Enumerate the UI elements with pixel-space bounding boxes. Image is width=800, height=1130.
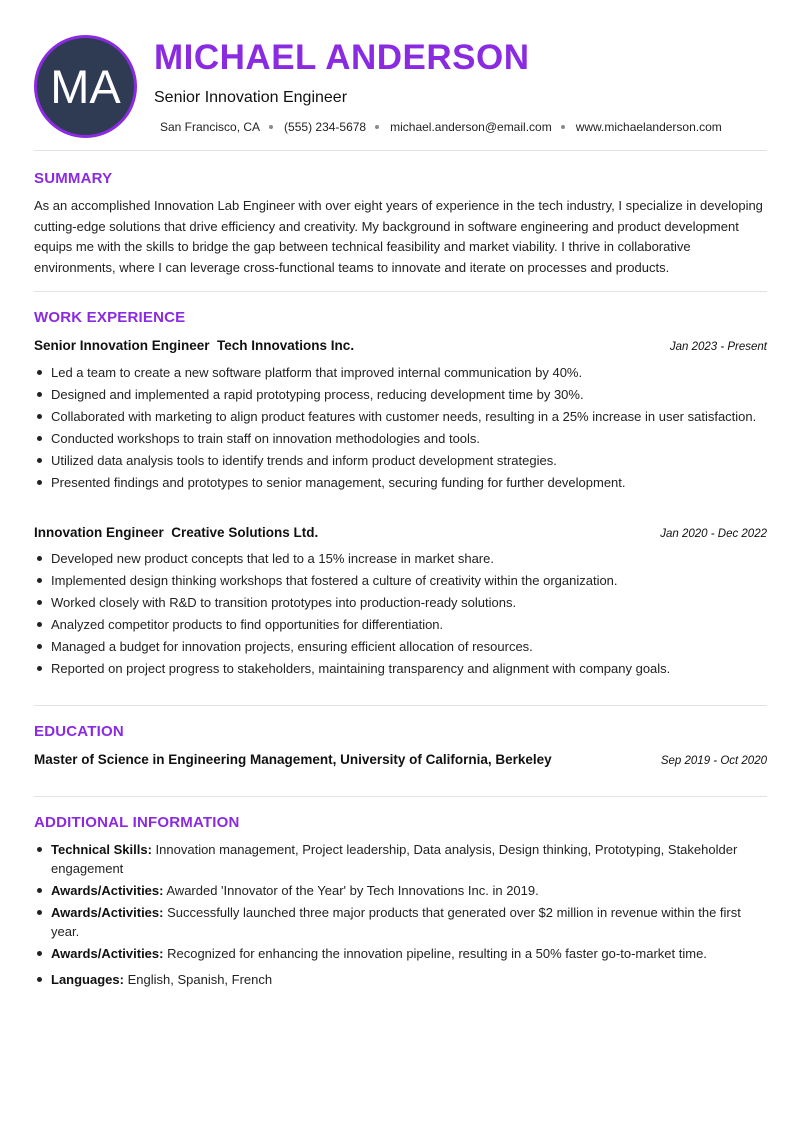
- job-title-line: [34, 525, 318, 540]
- contact-separator: [269, 125, 273, 129]
- info-label: Awards/Activities:: [51, 905, 164, 920]
- education-degree: Master of Science in Engineering Management, University of California, Berkeley: [34, 752, 552, 767]
- contact-location: San Francisco, CA: [160, 120, 261, 134]
- list-item: [34, 903, 769, 941]
- list-item: Utilized data analysis tools to identify trends and inform product development strategies.: [34, 451, 769, 470]
- list-item: Analyzed competitor products to find opportunities for differentiation.: [34, 615, 769, 634]
- list-item: [34, 970, 769, 989]
- avatar: [34, 35, 137, 138]
- list-item: [34, 840, 769, 878]
- contact-separator: [561, 125, 565, 129]
- list-item: Developed new product concepts that led to a 15% increase in market share.: [34, 549, 769, 568]
- section-divider: [34, 796, 767, 797]
- contact-line: [160, 120, 722, 134]
- list-item: Collaborated with marketing to align product features with customer needs, resulting in a 25% increase in user satisfaction.: [34, 407, 769, 426]
- job-company: Creative Solutions Ltd.: [171, 525, 319, 540]
- job-header: [34, 525, 767, 540]
- info-label: Languages:: [51, 972, 124, 987]
- avatar-initials: MA: [50, 60, 121, 113]
- list-item: Led a team to create a new software platform that improved internal communication by 40%.: [34, 363, 769, 382]
- list-item: Managed a budget for innovation projects, ensuring efficient allocation of resources.: [34, 637, 769, 656]
- experience-heading: WORK EXPERIENCE: [34, 309, 186, 326]
- job-bullets: [34, 549, 769, 681]
- job-role: Senior Innovation Engineer: [34, 338, 210, 353]
- section-divider: [34, 705, 767, 706]
- additional-heading: ADDITIONAL INFORMATION: [34, 814, 240, 831]
- candidate-title: Senior Innovation Engineer: [154, 89, 348, 106]
- job-company: Tech Innovations Inc.: [217, 338, 355, 353]
- contact-email[interactable]: michael.anderson@email.com: [390, 120, 552, 134]
- candidate-name: MICHAEL ANDERSON: [154, 38, 530, 77]
- info-label: Awards/Activities:: [51, 946, 164, 961]
- education-entry: [34, 752, 767, 767]
- job-bullets: [34, 363, 769, 495]
- job-title-line: [34, 338, 354, 353]
- job-dates: Jan 2023 - Present: [669, 341, 767, 353]
- info-label: Awards/Activities:: [51, 883, 164, 898]
- resume-header: [0, 0, 800, 150]
- job-header: [34, 338, 767, 353]
- list-item: Presented findings and prototypes to senior management, securing funding for further development.: [34, 473, 769, 492]
- additional-list: [34, 840, 769, 992]
- list-item: Designed and implemented a rapid prototyping process, reducing development time by 30%.: [34, 385, 769, 404]
- contact-phone: (555) 234-5678: [284, 120, 367, 134]
- summary-text: As an accomplished Innovation Lab Engineer with over eight years of experience in the tech industry, I specialize in developing cutting-edge solutions that drive efficiency and creativity. My background in software engineering and product development equips me with the skills to bridge the gap between technical feasibility and market viability. I thrive in collaborative environments, where I can leverage cross-functional teams to innovate and iterate on processes and products.: [34, 198, 763, 275]
- education-dates: Sep 2019 - Oct 2020: [660, 755, 767, 767]
- contact-separator: [375, 125, 379, 129]
- info-text: English, Spanish, French: [127, 972, 273, 987]
- section-divider: [34, 291, 767, 292]
- job-role: Innovation Engineer: [34, 525, 164, 540]
- info-text: Awarded 'Innovator of the Year' by Tech Innovations Inc. in 2019.: [166, 883, 539, 898]
- education-heading: EDUCATION: [34, 723, 124, 740]
- job-dates: Jan 2020 - Dec 2022: [660, 528, 767, 540]
- info-text: Innovation management, Project leadership, Data analysis, Design thinking, Prototyping, Stakeholder engagement: [51, 842, 738, 876]
- info-text: Recognized for enhancing the innovation pipeline, resulting in a 50% faster go-to-market time.: [167, 946, 707, 961]
- list-item: [34, 881, 769, 900]
- section-divider: [34, 150, 767, 151]
- info-text: Successfully launched three major products that generated over $2 million in revenue within the first year.: [51, 905, 741, 939]
- list-item: Worked closely with R&D to transition prototypes into production-ready solutions.: [34, 593, 769, 612]
- contact-website[interactable]: www.michaelanderson.com: [575, 120, 722, 134]
- info-label: Technical Skills:: [51, 842, 152, 857]
- list-item: Implemented design thinking workshops that fostered a culture of creativity within the organization.: [34, 571, 769, 590]
- summary-heading: SUMMARY: [34, 170, 113, 187]
- list-item: [34, 944, 769, 963]
- list-item: Conducted workshops to train staff on innovation methodologies and tools.: [34, 429, 769, 448]
- list-item: Reported on project progress to stakeholders, maintaining transparency and alignment with company goals.: [34, 659, 769, 678]
